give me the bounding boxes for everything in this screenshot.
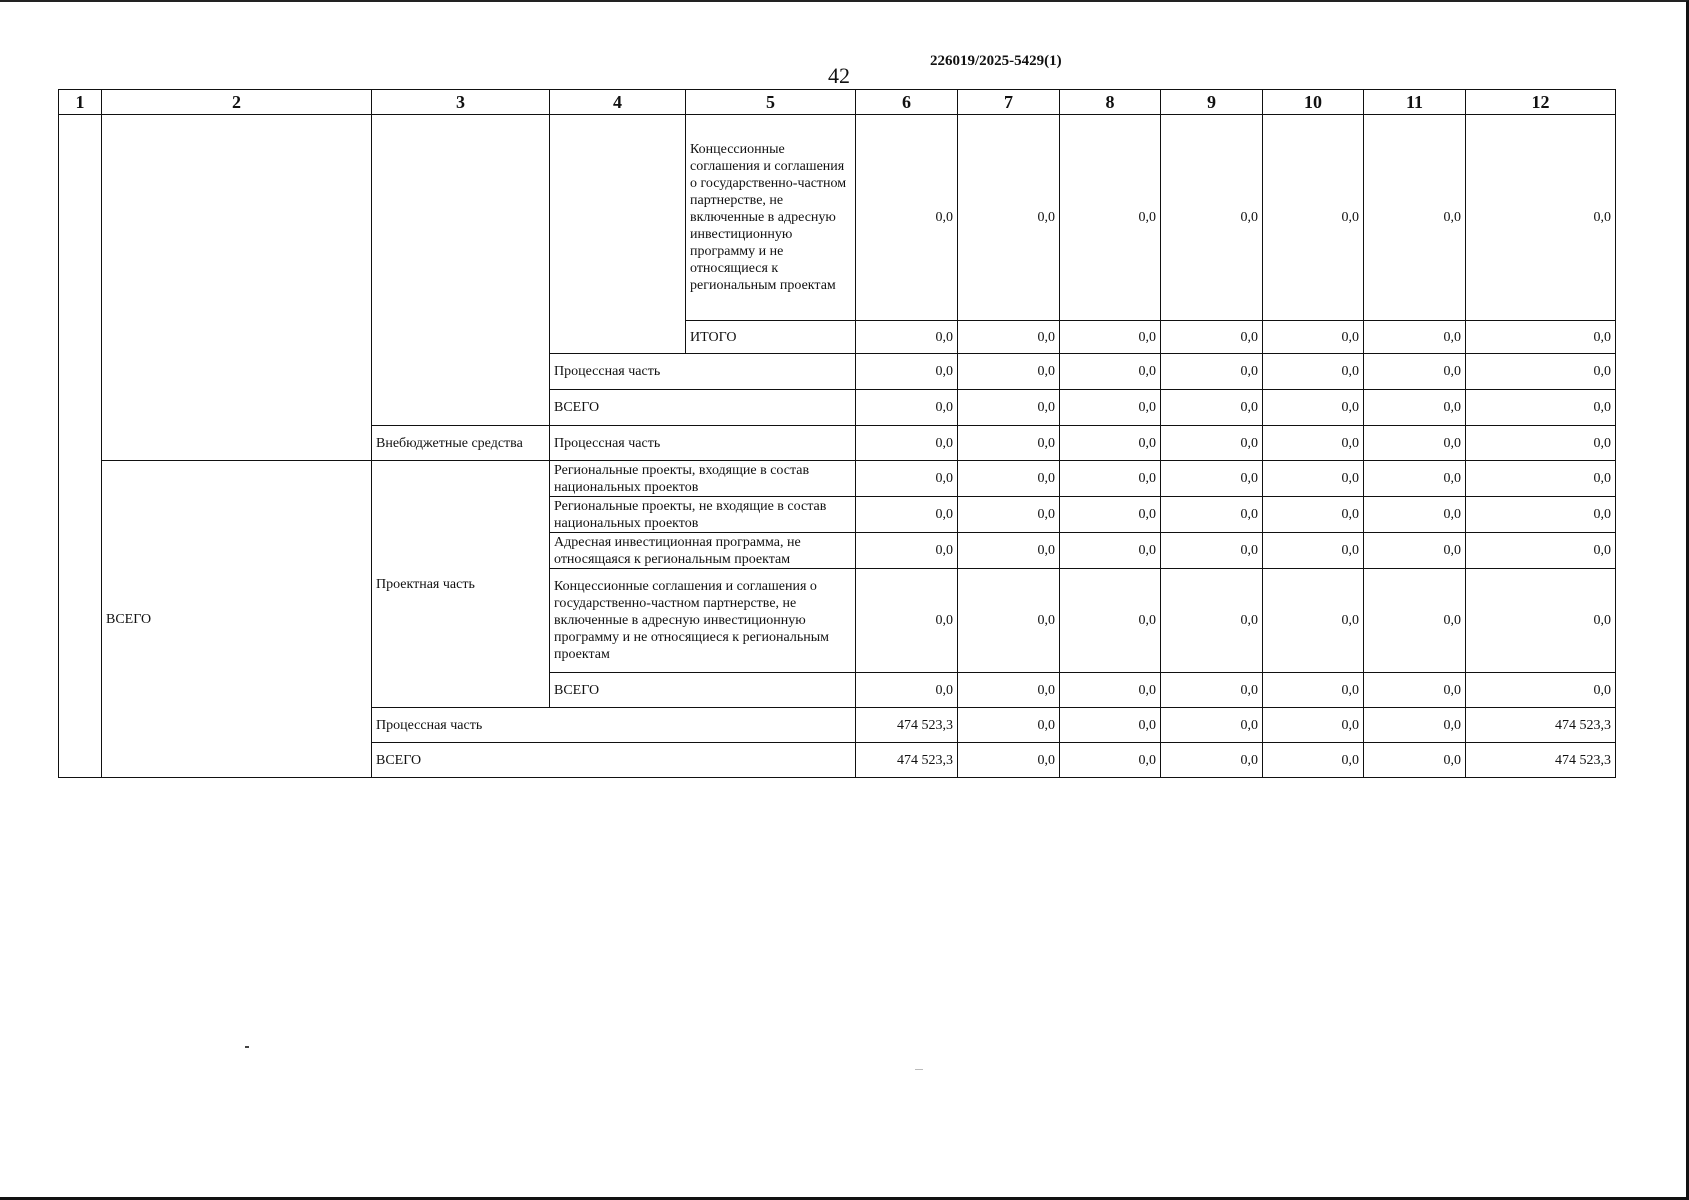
scan-mark: [245, 1046, 249, 1048]
value-cell: 0,0: [1060, 673, 1161, 708]
col-header: 8: [1060, 90, 1161, 115]
row-label: Адресная инвестиционная программа, не относящаяся к региональным проектам: [550, 533, 856, 569]
value-cell: 0,0: [1161, 115, 1263, 321]
value-cell: 0,0: [1263, 390, 1364, 426]
value-cell: 0,0: [1161, 461, 1263, 497]
value-cell: 0,0: [1466, 321, 1616, 354]
value-cell: 0,0: [1161, 569, 1263, 673]
row-label: Концессионные соглашения и соглашения о государственно-частном партнерстве, не включенные в адресную инвестиционную программу и не относящиеся к региональным проектам: [686, 115, 856, 321]
value-cell: 0,0: [958, 533, 1060, 569]
value-cell: 0,0: [1466, 461, 1616, 497]
value-cell: 0,0: [1466, 354, 1616, 390]
document-code: 226019/2025-5429(1): [930, 53, 1062, 69]
value-cell: 0,0: [1364, 426, 1466, 461]
page-number: 42: [828, 63, 850, 88]
value-cell: 0,0: [958, 426, 1060, 461]
value-cell: 0,0: [1263, 569, 1364, 673]
value-cell: 0,0: [1161, 354, 1263, 390]
value-cell: 0,0: [1060, 743, 1161, 778]
scan-mark: [915, 1069, 923, 1070]
col-header: 12: [1466, 90, 1616, 115]
value-cell: 0,0: [958, 354, 1060, 390]
value-cell: 0,0: [1060, 461, 1161, 497]
col-header: 7: [958, 90, 1060, 115]
value-cell: 0,0: [1060, 497, 1161, 533]
row-label: ИТОГО: [686, 321, 856, 354]
value-cell: 0,0: [856, 390, 958, 426]
cell-col2: [102, 115, 372, 461]
value-cell: 0,0: [856, 426, 958, 461]
value-cell: 0,0: [856, 533, 958, 569]
value-cell: 0,0: [1364, 497, 1466, 533]
col-header: 9: [1161, 90, 1263, 115]
value-cell: 0,0: [1263, 673, 1364, 708]
value-cell: 0,0: [1263, 533, 1364, 569]
value-cell: 0,0: [958, 461, 1060, 497]
row-label: ВСЕГО: [372, 743, 856, 778]
value-cell: 0,0: [856, 321, 958, 354]
col-header: 3: [372, 90, 550, 115]
value-cell: 0,0: [1060, 569, 1161, 673]
value-cell: 0,0: [1466, 115, 1616, 321]
value-cell: 0,0: [1364, 569, 1466, 673]
table-row: [59, 461, 1616, 497]
value-cell: 0,0: [1060, 115, 1161, 321]
value-cell: 0,0: [1161, 390, 1263, 426]
value-cell: 0,0: [856, 354, 958, 390]
value-cell: 0,0: [1364, 321, 1466, 354]
row-label: Процессная часть: [550, 426, 856, 461]
value-cell: 0,0: [1060, 708, 1161, 743]
col-header: 4: [550, 90, 686, 115]
value-cell: 0,0: [1364, 115, 1466, 321]
value-cell: 0,0: [1060, 390, 1161, 426]
value-cell: 0,0: [1364, 743, 1466, 778]
row-label: Внебюджетные средства: [372, 426, 550, 461]
value-cell: 0,0: [1466, 569, 1616, 673]
value-cell: 0,0: [958, 743, 1060, 778]
value-cell: 0,0: [958, 708, 1060, 743]
value-cell: 474 523,3: [1466, 708, 1616, 743]
value-cell: 0,0: [958, 673, 1060, 708]
row-label: Региональные проекты, не входящие в состав национальных проектов: [550, 497, 856, 533]
value-cell: 0,0: [1466, 426, 1616, 461]
value-cell: 0,0: [1364, 673, 1466, 708]
value-cell: 0,0: [856, 461, 958, 497]
value-cell: 0,0: [1364, 390, 1466, 426]
row-label: Процессная часть: [372, 708, 856, 743]
value-cell: 0,0: [1060, 426, 1161, 461]
value-cell: 0,0: [1263, 708, 1364, 743]
col-header: 11: [1364, 90, 1466, 115]
value-cell: 0,0: [1263, 497, 1364, 533]
col-header: 1: [59, 90, 102, 115]
value-cell: 474 523,3: [856, 743, 958, 778]
value-cell: 0,0: [856, 673, 958, 708]
cell-col3: [372, 115, 550, 426]
value-cell: 0,0: [1161, 497, 1263, 533]
cell-col4: [550, 115, 686, 354]
value-cell: 0,0: [1161, 426, 1263, 461]
value-cell: 0,0: [1060, 321, 1161, 354]
value-cell: 0,0: [1161, 533, 1263, 569]
value-cell: 0,0: [856, 115, 958, 321]
value-cell: 0,0: [958, 390, 1060, 426]
value-cell: 0,0: [958, 569, 1060, 673]
row-label: ВСЕГО: [550, 673, 856, 708]
value-cell: 0,0: [856, 497, 958, 533]
value-cell: 0,0: [1263, 743, 1364, 778]
value-cell: 0,0: [1263, 115, 1364, 321]
row-label: ВСЕГО: [550, 390, 856, 426]
value-cell: 0,0: [1466, 497, 1616, 533]
value-cell: 0,0: [1466, 673, 1616, 708]
value-cell: 0,0: [1263, 426, 1364, 461]
col-header: 6: [856, 90, 958, 115]
value-cell: 0,0: [1161, 321, 1263, 354]
header-row: [59, 90, 1616, 115]
value-cell: 0,0: [1364, 461, 1466, 497]
value-cell: 0,0: [1263, 461, 1364, 497]
value-cell: 0,0: [1364, 354, 1466, 390]
table-row: [59, 115, 1616, 321]
row-label: Проектная часть: [372, 461, 550, 708]
value-cell: 0,0: [1263, 321, 1364, 354]
value-cell: 0,0: [958, 115, 1060, 321]
col-header: 10: [1263, 90, 1364, 115]
value-cell: 0,0: [1060, 533, 1161, 569]
value-cell: 0,0: [958, 321, 1060, 354]
cell-col1: [59, 115, 102, 778]
value-cell: 474 523,3: [1466, 743, 1616, 778]
row-label: ВСЕГО: [102, 461, 372, 778]
row-label: Процессная часть: [550, 354, 856, 390]
row-label: Региональные проекты, входящие в состав национальных проектов: [550, 461, 856, 497]
value-cell: 0,0: [1060, 354, 1161, 390]
value-cell: 474 523,3: [856, 708, 958, 743]
value-cell: 0,0: [1161, 673, 1263, 708]
value-cell: 0,0: [1364, 533, 1466, 569]
value-cell: 0,0: [1364, 708, 1466, 743]
value-cell: 0,0: [1466, 533, 1616, 569]
value-cell: 0,0: [1161, 708, 1263, 743]
value-cell: 0,0: [856, 569, 958, 673]
value-cell: 0,0: [1263, 354, 1364, 390]
budget-table: [58, 89, 1616, 778]
value-cell: 0,0: [1161, 743, 1263, 778]
value-cell: 0,0: [1466, 390, 1616, 426]
row-label: Концессионные соглашения и соглашения о государственно-частном партнерстве, не включенные в адресную инвестиционную программу и не относящиеся к региональным проектам: [550, 569, 856, 673]
col-header: 2: [102, 90, 372, 115]
value-cell: 0,0: [958, 497, 1060, 533]
col-header: 5: [686, 90, 856, 115]
